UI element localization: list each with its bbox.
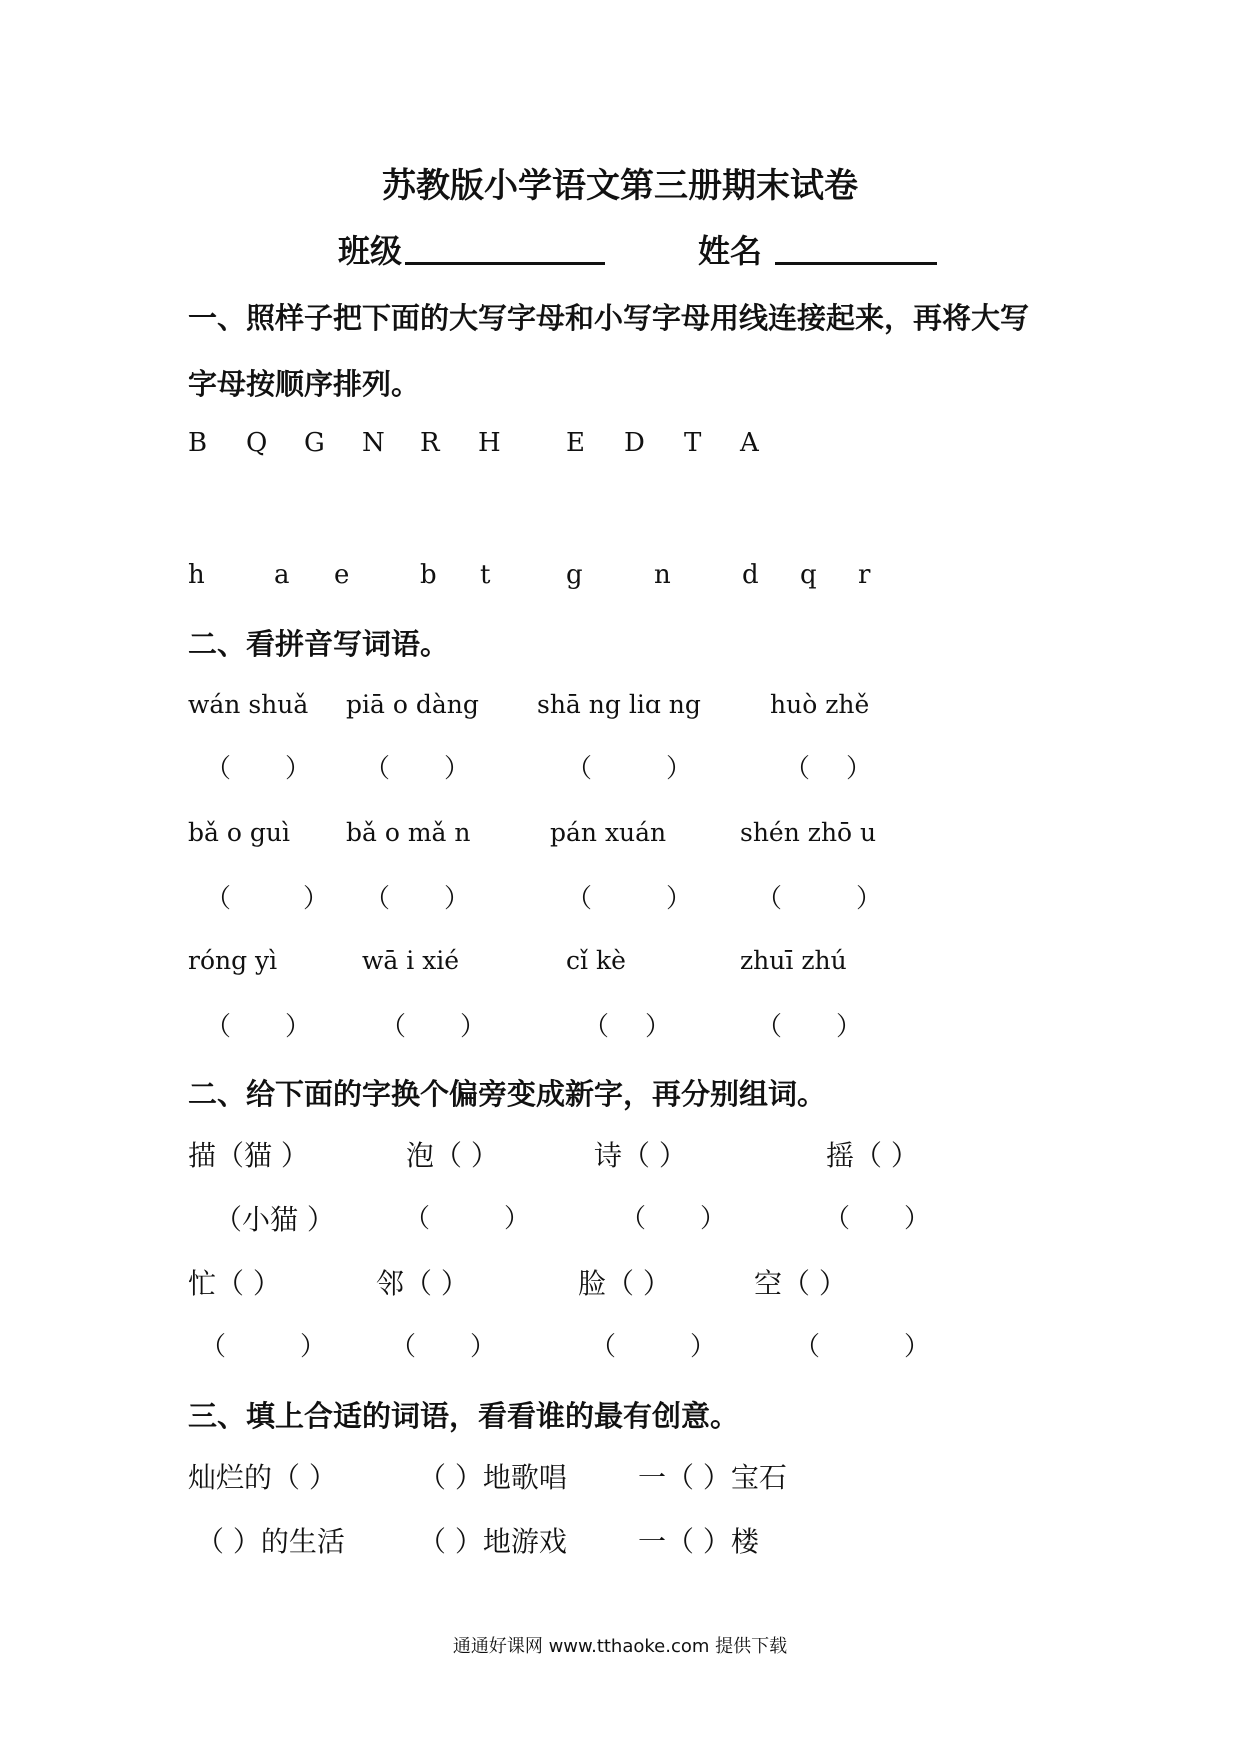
fill-item: （ ）的生活	[196, 1525, 345, 1558]
radical-item: 邻（ ）	[376, 1267, 469, 1300]
section1-heading-line1: 一、照样子把下面的大写字母和小写字母用线连接起来，再将大写	[188, 301, 1030, 335]
name-label: 姓名	[698, 232, 763, 270]
fill-item: 灿烂的（ ）	[188, 1461, 337, 1494]
uppercase-letter: R	[420, 428, 440, 458]
radical-item: 描（猫 ）	[188, 1139, 309, 1172]
fill-item: （ ）地歌唱	[418, 1461, 567, 1494]
lowercase-letter: e	[334, 560, 350, 590]
section4-heading: 三、填上合适的词语，看看谁的最有创意。	[188, 1399, 740, 1433]
fill-item: 一（ ）楼	[638, 1525, 759, 1558]
pinyin-item: wā i xié	[362, 946, 460, 975]
lowercase-letter: b	[420, 560, 437, 590]
radical-item: 诗（ ）	[594, 1139, 687, 1172]
lowercase-letter: a	[274, 560, 290, 590]
lowercase-letter: g	[566, 560, 583, 590]
lowercase-letter: h	[188, 560, 205, 590]
uppercase-letter: A	[740, 428, 759, 458]
pinyin-item: wán shuǎ	[188, 690, 309, 719]
uppercase-letter: B	[188, 428, 208, 458]
lowercase-letter: q	[800, 560, 817, 590]
section3-heading: 二、给下面的字换个偏旁变成新字，再分别组词。	[188, 1077, 827, 1111]
fill-item: 一（ ）宝石	[638, 1461, 787, 1494]
lowercase-letter: n	[654, 560, 671, 590]
pinyin-item: huò zhě	[770, 690, 870, 719]
radical-item: 空（ ）	[754, 1267, 847, 1300]
radical-item: 忙（ ）	[188, 1267, 281, 1300]
pinyin-item: bǎ o guì	[188, 818, 290, 847]
example-word: （小猫 ）	[214, 1203, 335, 1236]
pinyin-item: shā ng liɑ ng	[537, 690, 701, 719]
name-blank	[775, 262, 937, 265]
pinyin-item: zhuī zhú	[740, 946, 847, 975]
radical-item: 泡（ ）	[406, 1139, 499, 1172]
fill-item: （ ）地游戏	[418, 1525, 567, 1558]
footer-download-note: 通通好课网 www.tthaoke.com 提供下载	[452, 1636, 788, 1657]
lowercase-letter: r	[858, 560, 871, 590]
uppercase-letter: T	[684, 428, 702, 458]
pinyin-item: róng yì	[188, 946, 278, 975]
lowercase-letter: d	[742, 560, 759, 590]
section2-heading: 二、看拼音写词语。	[188, 627, 450, 661]
page-title: 苏教版小学语文第三册期末试卷	[382, 166, 858, 206]
section1-heading-line2: 字母按顺序排列。	[188, 367, 421, 401]
pinyin-item: piā o dàng	[346, 690, 479, 719]
uppercase-letter: E	[566, 428, 585, 458]
radical-item: 脸（ ）	[578, 1267, 671, 1300]
pinyin-item: shén zhō u	[740, 818, 877, 847]
uppercase-letter: H	[478, 428, 501, 458]
radical-item: 摇（ ）	[826, 1139, 919, 1172]
uppercase-letter: Q	[246, 428, 268, 458]
pinyin-item: cǐ kè	[566, 946, 626, 975]
pinyin-item: pán xuán	[550, 818, 667, 847]
uppercase-letter: D	[624, 428, 645, 458]
pinyin-item: bǎ o mǎ n	[346, 818, 471, 847]
class-label: 班级	[338, 232, 403, 270]
uppercase-letter: G	[304, 428, 325, 458]
class-blank	[405, 262, 605, 265]
lowercase-letter: t	[480, 560, 491, 590]
uppercase-letter: N	[362, 428, 385, 458]
